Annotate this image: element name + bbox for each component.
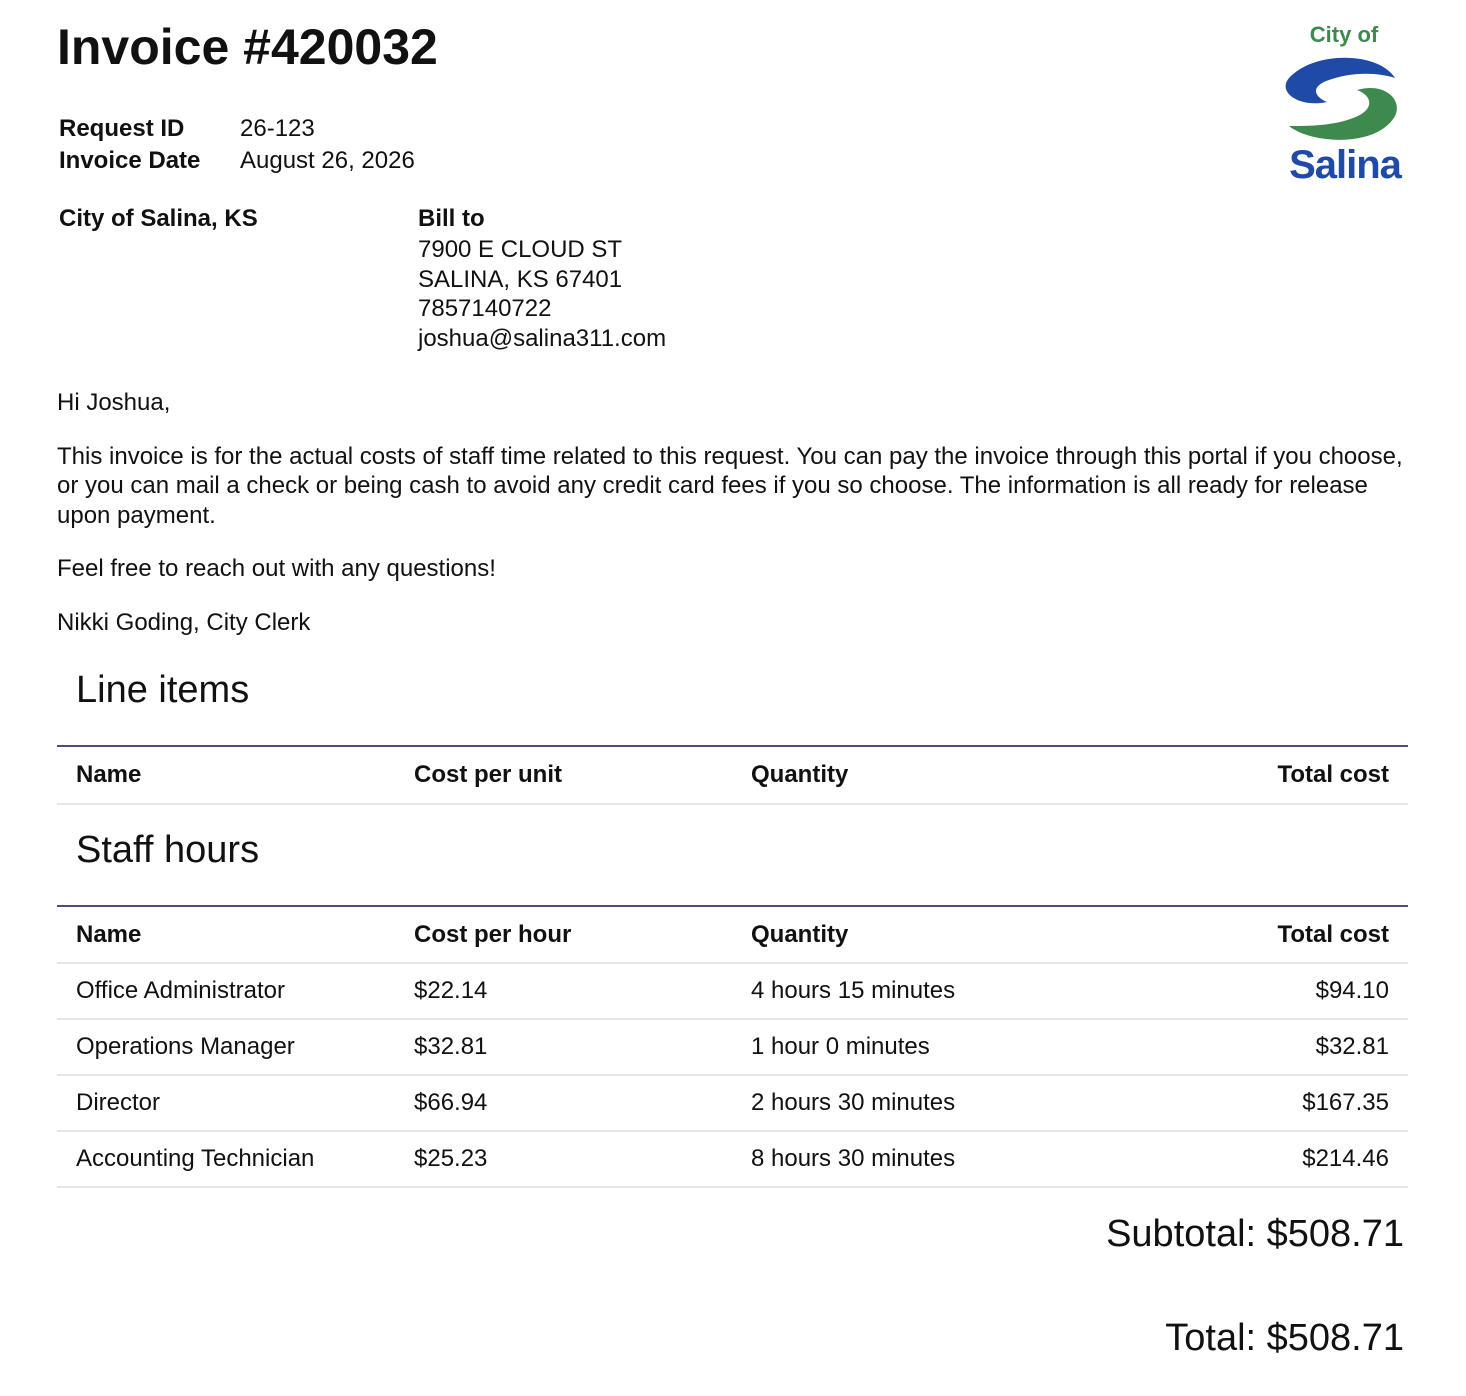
staff-name-cell: Director <box>76 1089 161 1116</box>
invoice-page <box>57 0 1408 1396</box>
bill-to-address-line1: 7900 E CLOUD ST <box>418 236 623 263</box>
quantity-cell: 1 hour 0 minutes <box>751 1033 930 1060</box>
invoice-meta <box>59 113 415 177</box>
column-header-cost-per-hour: Cost per hour <box>414 920 572 948</box>
table-row <box>57 1076 1408 1132</box>
staff-hours-table <box>57 905 1408 1188</box>
total-cost-cell: $167.35 <box>1302 1089 1389 1116</box>
total-cost-cell: $32.81 <box>1315 1033 1389 1060</box>
staff-name-cell: Accounting Technician <box>76 1145 315 1172</box>
from-organization: City of Salina, KS <box>59 205 258 232</box>
column-header-quantity: Quantity <box>751 761 849 788</box>
bill-to-phone: 7857140722 <box>418 295 552 323</box>
request-id-value: 26-123 <box>240 115 315 142</box>
total-amount: Total: $508.71 <box>1165 1317 1404 1359</box>
table-row <box>57 1132 1408 1188</box>
line-items-title: Line items <box>76 669 250 711</box>
request-id-row <box>59 113 415 145</box>
total-cost-cell: $94.10 <box>1315 977 1389 1004</box>
total-cost-cell: $214.46 <box>1302 1145 1389 1172</box>
city-of-salina-logo <box>1277 20 1411 186</box>
column-header-name: Name <box>76 761 142 788</box>
quantity-cell: 2 hours 30 minutes <box>751 1089 956 1116</box>
invoice-title: Invoice #420032 <box>57 19 438 75</box>
invoice-date-value: August 26, 2026 <box>240 147 415 174</box>
invoice-date-row <box>59 145 415 177</box>
cost-per-hour-cell: $32.81 <box>414 1033 488 1060</box>
logo-main-text: Salina <box>1289 143 1401 186</box>
logo-top-text: City of <box>1309 22 1379 47</box>
staff-name-cell: Office Administrator <box>76 977 285 1004</box>
column-header-quantity: Quantity <box>751 920 849 948</box>
column-header-name: Name <box>76 920 142 948</box>
staff-hours-header-row <box>57 907 1408 964</box>
request-id-label: Request ID <box>59 115 185 142</box>
subtotal-amount: Subtotal: $508.71 <box>1106 1213 1404 1255</box>
staff-name-cell: Operations Manager <box>76 1033 295 1060</box>
letter-signature: Nikki Goding, City Clerk <box>57 608 311 636</box>
invoice-letter <box>57 388 1408 662</box>
bill-to-email: joshua@salina311.com <box>418 324 667 352</box>
column-header-total-cost: Total cost <box>1277 920 1389 948</box>
quantity-cell: 4 hours 15 minutes <box>751 977 956 1004</box>
cost-per-hour-cell: $66.94 <box>414 1089 488 1116</box>
column-header-total-cost: Total cost <box>1277 761 1389 788</box>
quantity-cell: 8 hours 30 minutes <box>751 1145 956 1172</box>
letter-closing: Feel free to reach out with any questions! <box>57 555 496 583</box>
invoice-date-label: Invoice Date <box>59 147 201 174</box>
salina-swirl-icon <box>1277 20 1411 186</box>
bill-to-block <box>418 203 666 353</box>
letter-greeting: Hi Joshua, <box>57 389 171 416</box>
staff-hours-title: Staff hours <box>76 829 260 871</box>
bill-to-address-line2: SALINA, KS 67401 <box>418 265 623 293</box>
line-items-table <box>57 745 1408 805</box>
table-row <box>57 1020 1408 1076</box>
column-header-cost-per-unit: Cost per unit <box>414 761 562 788</box>
cost-per-hour-cell: $22.14 <box>414 977 488 1004</box>
line-items-header-row <box>57 747 1408 805</box>
cost-per-hour-cell: $25.23 <box>414 1145 488 1172</box>
bill-to-label: Bill to <box>418 205 485 232</box>
table-row <box>57 964 1408 1020</box>
letter-body: This invoice is for the actual costs of staff time related to this request. You can pay the invoice through this portal if you choose, or you can mail a check or being cash to avoid any credit card fees if you so choose. The information is all ready for release upon payment. <box>57 442 1403 529</box>
